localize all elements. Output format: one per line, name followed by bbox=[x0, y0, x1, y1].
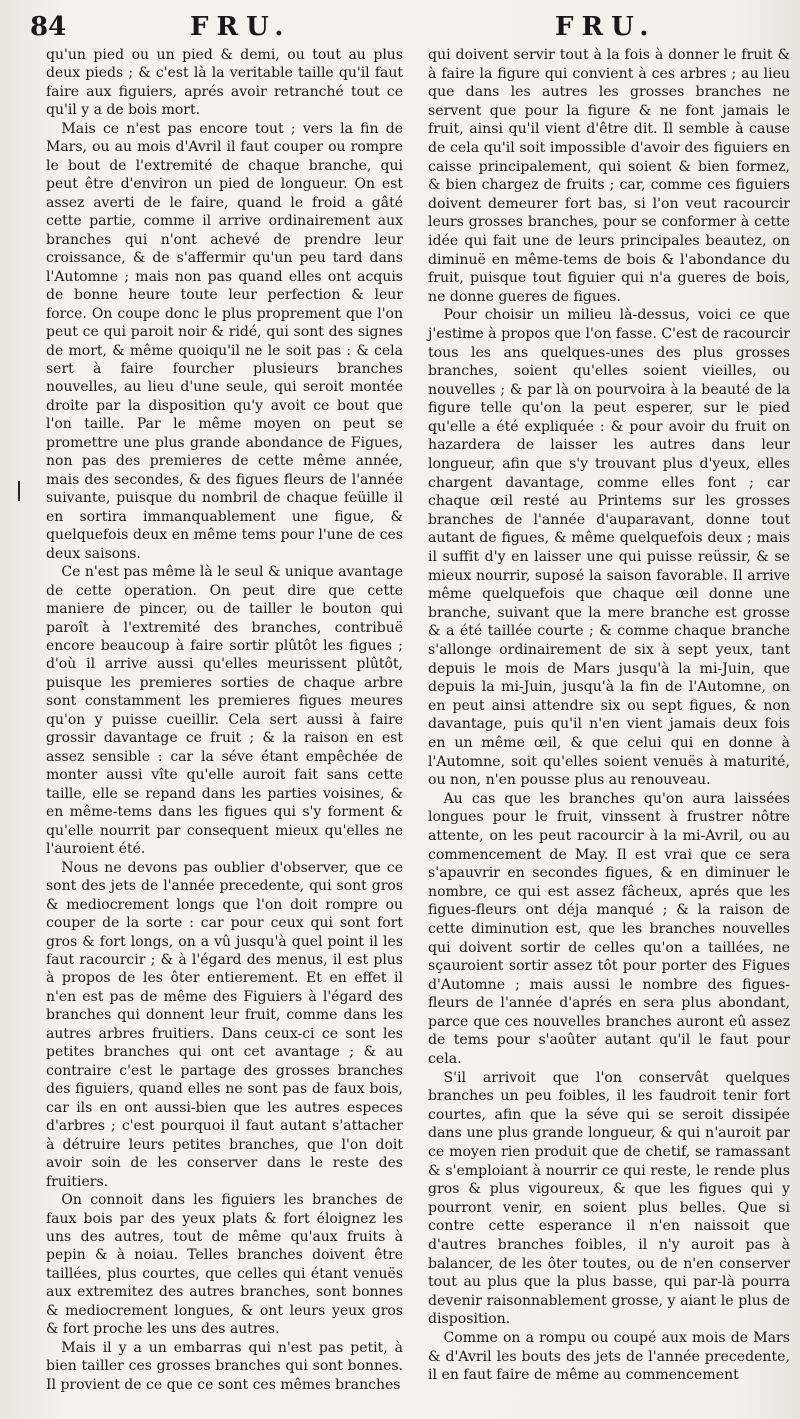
paragraph: Ce n'est pas même là le seul & unique avantage de cette operation. On peut dire que cette maniere de pincer, ou de tailler le bouton qui paroît à l'extremité des branches, contribuë encore beaucoup à faire sortir plûtôt les figues ; d'où il arrive aussi qu'elles meurissent plûtôt, puisque les premieres sorties de chaque arbre sont constamment les premieres figues meures qu'on y puisse cueillir. Cela sert aussi à faire grossir davantage ce fruit ; & la raison en est assez sensible : car la séve étant empêchée de monter aussi vîte qu'elle auroit fait sans cette taille, elle se repand dans les parties voisines, & en même-tems dans les figues qui s'y forment & qu'elle nourrit par consequent mieux qu'elles ne l'auroient été. bbox=[46, 564, 403, 858]
paragraph: Mais ce n'est pas encore tout ; vers la fin de Mars, ou au mois d'Avril il faut couper ou rompre le bout de l'extremité de chaque branche, qui peut être d'environ un pied de longueur. On est assez averti de le faire, quand le froid a gâté cette partie, comme il arrive ordinairement aux branches qui n'ont achevé de prendre leur croissance, & de s'affermir qu'un peu tard dans l'Automne ; mais non pas quand elles ont acquis de bonne heure toute leur perfection & leur force. On coupe donc le plus proprement que l'on peut ce qui paroit noir & ridé, qui sont des signes de mort, & même quoiqu'il ne le soit pas : & cela sert à faire fourcher plusieurs branches nouvelles, au lieu d'une seule, qui seroit montée droite par la disposition qu'y avoit ce bout que l'on taille. Par le même moyen on peut se promettre une plus grande abondance de Figues, non pas des premieres de cette même année, mais des secondes, & des figues fleurs de l'année suivante, puisque du nombril de chaque feüille il en sortira immanquablement une figue, & quelquefois deux en même tems pour l'une de ces deux saisons. bbox=[46, 120, 403, 562]
paragraph: qu'un pied ou un pied & demi, ou tout au plus deux pieds ; & c'est là la veritable taille qu'il faut faire aux figuiers, aprés avoir retranché tout ce qu'il y a de bois mort. bbox=[46, 47, 403, 119]
paragraph: Comme on a rompu ou coupé aux mois de Mars & d'Avril les bouts des jets de l'année precedente, il en faut faire de même au commencement bbox=[428, 1329, 790, 1384]
margin-mark bbox=[18, 481, 20, 501]
paragraph: Mais il y a un embarras qui n'est pas petit, à bien tailler ces grosses branches qui sont bonnes. Il provient de ce que ce sont ces mêmes branches bbox=[46, 1339, 403, 1393]
paragraph: qui doivent servir tout à la fois à donner le fruit & à faire la figure qui convient à ces arbres ; au lieu que dans les autres les grosses branches ne servent que pour la figure & ne font jamais le fruit, ainsi qu'il vient d'être dit. Il semble à cause de cela qu'il soit impossible d'avoir des figuiers en caisse principalement, qui soient & bien formez, & bien chargez de fruits ; car, comme ces figuiers doivent demeurer fort bas, si l'on veut racourcir leurs grosses branches, pour se conformer à cette idée qui fait une de leurs principales beautez, on diminuë en même-tems de bois & l'abondance du fruit, puisque tout figuier qui n'a gueres de bois, ne donne gueres de figues. bbox=[428, 47, 790, 305]
paragraph: Pour choisir un milieu là-dessus, voici ce que j'estime à propos que l'on fasse. C'est de racourcir tous les ans quelques-unes des plus grosses branches, soient qu'elles soient vieilles, ou nouvelles ; & par là on pourvoira à la beauté de la figure telle qu'on la peut esperer, sur le pied qu'elle a été expliquée : & pour avoir du fruit on hazardera de laisser les autres dans leur longueur, afin que s'y trouvant plus d'yeux, elles chargent davantage, comme elles font ; car chaque œil resté au Printems sur les grosses branches de l'année d'auparavant, donne tout autant de figues, & même quelquefois deux ; mais il suffit d'y en laisser une qui puisse reüssir, & se mieux nourrir, suposé la saison favorable. Il arrive même quelquefois que chaque œil donne une branche, suivant que la mere branche est grosse & a été taillée courte ; & comme chaque branche s'allonge ordinairement de six à sept yeux, tant depuis le mois de Mars jusqu'à la mi-Juin, que depuis la mi-Juin, jusqu'à la fin de l'Automne, on en peut ainsi attendre six ou sept figues, & non davantage, puis qu'il n'en vient jamais deux fois en un même œil, & que celui qui en donne à l'Automne, soit qu'elles soient venuës à maturité, ou non, n'en pousse plus au renouveau. bbox=[428, 307, 790, 789]
right-column bbox=[428, 46, 790, 1385]
left-column bbox=[46, 46, 403, 1394]
paragraph: On connoit dans les figuiers les branches de faux bois par des yeux plats & fort éloignez les uns des autres, tout de même qu'aux fruits à pepin & à noiau. Telles branches doivent être taillées, plus courtes, que celles qui étant venuës aux extremitez des autres branches, sont bonnes & mediocrement longues, & ont leurs yeux gros & fort proche les uns des autres. bbox=[46, 1192, 403, 1338]
running-head-left: FRU. bbox=[190, 12, 292, 42]
running-head-right: FRU. bbox=[555, 12, 657, 42]
paragraph: Nous ne devons pas oublier d'observer, que ce sont des jets de l'année precedente, qui sont gros & mediocrement longs que l'on doit rompre ou couper de la sorte : car pour ceux qui sont fort gros & fort longs, on a vû jusqu'à quel point il les faut racourcir ; & à l'égard des menus, il est plus à propos de les ôter entierement. Et en effet il n'en est pas de même des Figuiers à l'égard des branches qui donnent leur fruit, comme dans les autres arbres fruitiers. Dans ceux-ci ce sont les petites branches qui ont cet avantage ; & au contraire c'est le partage des grosses branches des figuiers, quand elles ne sont pas de faux bois, car ils en ont aussi-bien que les autres especes d'arbres ; c'est pourquoi il faut autant s'attacher à détruire leurs petites branches, que l'on doit avoir soin de les conserver dans le reste des fruitiers. bbox=[46, 859, 403, 1190]
page-number: 84 bbox=[30, 12, 67, 42]
page-header bbox=[0, 10, 800, 50]
paragraph: S'il arrivoit que l'on conservât quelques branches un peu foibles, il les faudroit tenir fort courtes, afin que la séve qui se seroit dissipée dans une plus grande longueur, & qui n'auroit par ce moyen rien produit que de chetif, se ramassant & s'emploiant à nourrir ce qui reste, le rende plus gros & plus vigoureux, & que les figues qui y pourront venir, en soient plus belles. Que si contre cette esperance il n'en naissoit que d'autres branches foibles, il n'y auroit pas à balancer, de les ôter toutes, ou de n'en conserver tout au plus que la plus basse, qui par-là pourra devenir raisonnablement grosse, y aiant le plus de disposition. bbox=[428, 1069, 790, 1328]
paragraph: Au cas que les branches qu'on aura laissées longues pour le fruit, vinssent à frustrer nôtre attente, on les peut racourcir à la mi-Avril, ou au commencement de May. Il est vrai que ce sera s'apauvrir en secondes figues, & en diminuer le nombre, ce qui est assez fâcheux, aprés que les figues-fleurs ont déja manqué ; & la raison de cette diminution est, que les branches nouvelles qui doivent sortir de celles qu'on a taillées, ne sçauroient sortir assez tôt pour porter des Figues d'Automne ; mais aussi le nombre des figues-fleurs de l'année d'aprés en sera plus abondant, parce que ces nouvelles branches auront eû assez de tems pour s'aoûter autant qu'il le faut pour cela. bbox=[428, 790, 790, 1068]
